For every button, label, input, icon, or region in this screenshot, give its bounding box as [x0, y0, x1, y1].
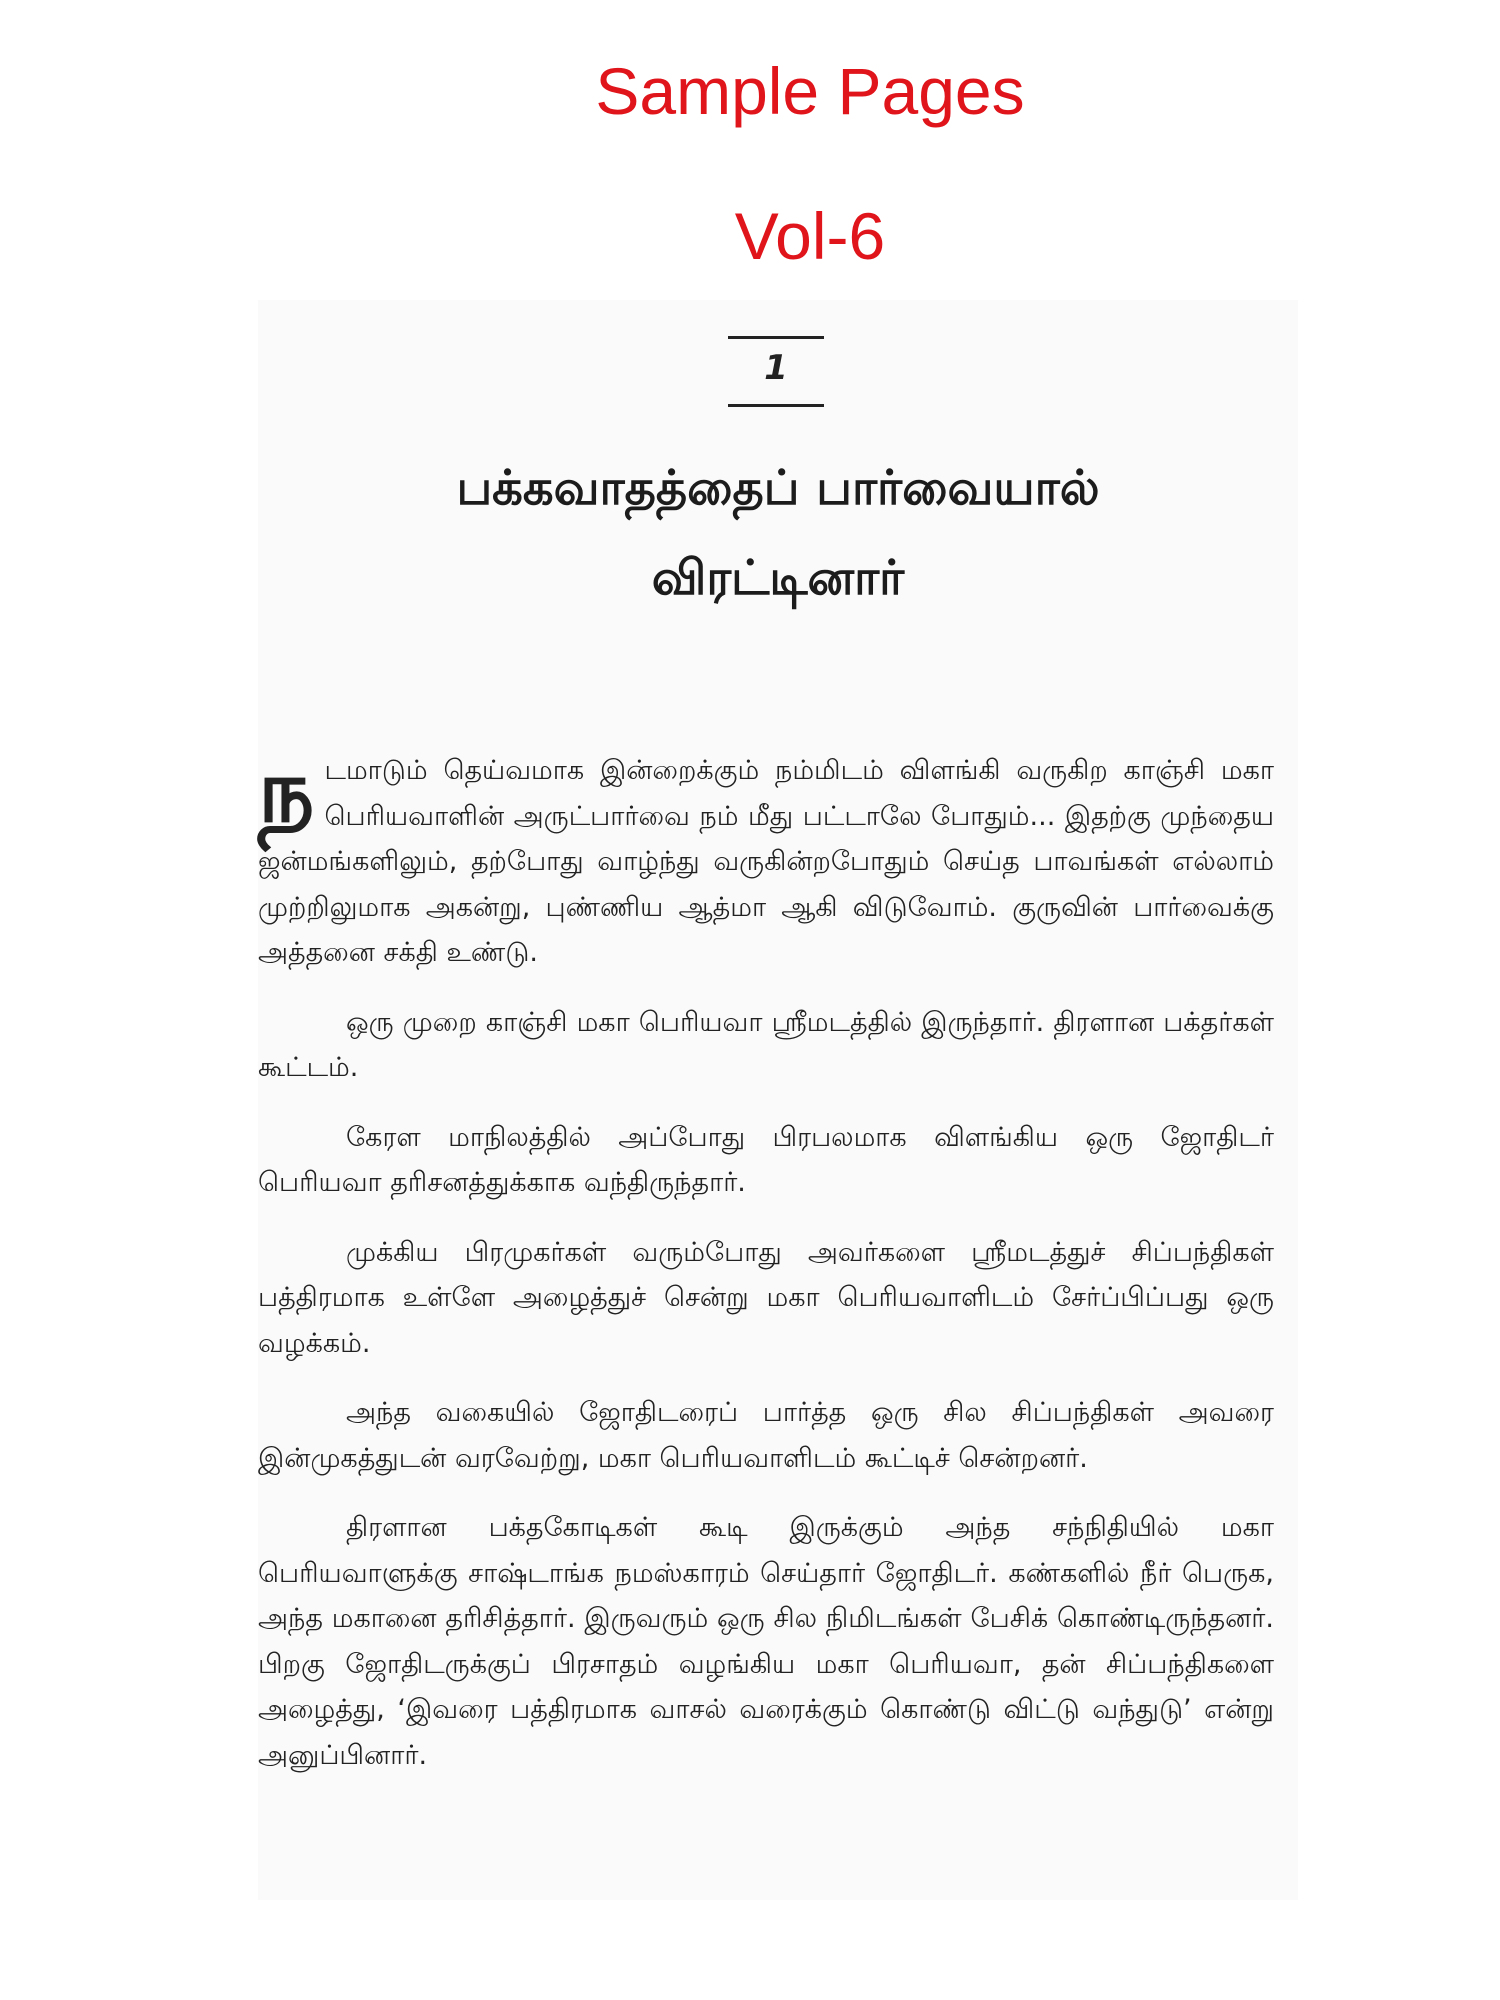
drop-cap-letter: ந	[258, 739, 315, 842]
scanned-book-page	[258, 300, 1298, 1900]
volume-label: Vol-6	[734, 199, 886, 273]
paragraph-2: ஒரு முறை காஞ்சி மகா பெரியவா ஸ்ரீமடத்தில் இருந்தார். திரளான பக்தர்கள் கூட்டம்.	[258, 1006, 1274, 1083]
chapter-body	[258, 739, 1275, 1802]
paragraph-1	[258, 739, 1275, 976]
paragraph-5: அந்த வகையில் ஜோதிடரைப் பார்த்த ஒரு சில சிப்பந்திகள் அவரை இன்முகத்துடன் வரவேற்று, மகா பெரியவாளிடம் கூட்டிச் சென்றனர்.	[258, 1397, 1274, 1474]
paragraph-6: திரளான பக்தகோடிகள் கூடி இருக்கும் அந்த சந்நிதியில் மகா பெரியவாளுக்கு சாஷ்டாங்க நமஸ்காரம் செய்தார் ஜோதிடர். கண்களில் நீர் பெருக, அந்த மகானை தரிசித்தார். இருவரும் ஒரு சில நிமிடங்கள் பேசிக் கொண்டிருந்தனர். பிறகு ஜோதிடருக்குப் பிரசாதம் வழங்கிய மகா பெரியவா, தன் சிப்பந்திகளை அழைத்து, ‘இவரை பத்திரமாக வாசல் வரைக்கும் கொண்டு விட்டு வந்துடு’ என்று அனுப்பினார்.	[258, 1512, 1274, 1771]
chapter-number: 1	[764, 348, 788, 388]
chapter-rule-bottom	[728, 404, 824, 407]
paragraph-1-text: டமாடும் தெய்வமாக இன்றைக்கும் நம்மிடம் விளங்கி வருகிற காஞ்சி மகா பெரியவாளின் அருட்பார்வை நம் மீது பட்டாலே போதும்... இதற்கு முந்தைய ஜன்மங்களிலும், தற்போது வாழ்ந்து வருகின்றபோதும் செய்த பாவங்கள் எல்லாம் முற்றிலுமாக அகன்று, புண்ணிய ஆத்மா ஆகி விடுவோம். குருவின் பார்வைக்கு அத்தனை சக்தி உண்டு.	[258, 755, 1275, 968]
chapter-heading-line-1: பக்கவாதத்தைப் பார்வையால்	[456, 460, 1100, 516]
chapter-heading-line-2: விரட்டினார்	[651, 550, 905, 606]
sample-pages-title: Sample Pages	[595, 54, 1025, 128]
chapter-rule-top	[728, 336, 824, 339]
paragraph-3: கேரள மாநிலத்தில் அப்போது பிரபலமாக விளங்கிய ஒரு ஜோதிடர் பெரியவா தரிசனத்துக்காக வந்திருந்தார்.	[258, 1121, 1274, 1198]
paragraph-4: முக்கிய பிரமுகர்கள் வரும்போது அவர்களை ஸ்ரீமடத்துச் சிப்பந்திகள் பத்திரமாக உள்ளே அழைத்துச் சென்று மகா பெரியவாளிடம் சேர்ப்பிப்பது ஒரு வழக்கம்.	[258, 1236, 1274, 1359]
